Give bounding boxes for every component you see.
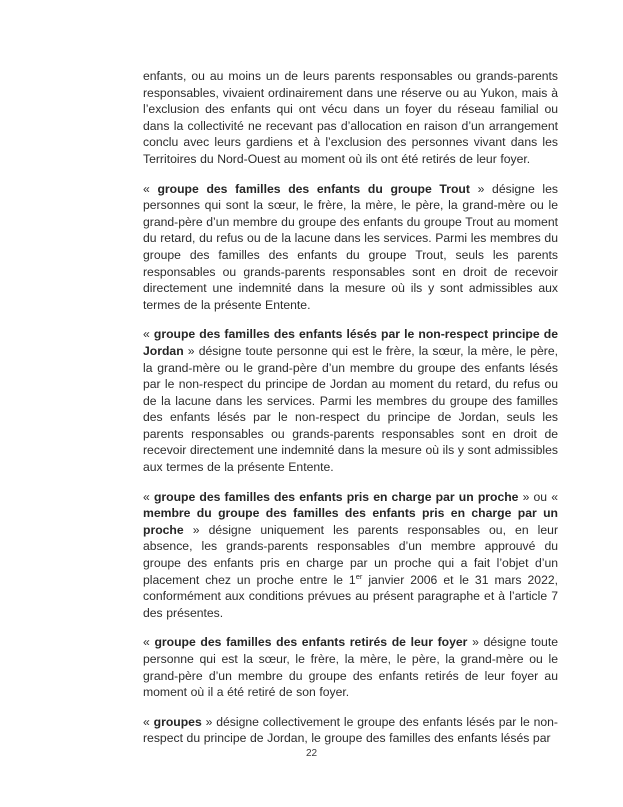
body-text: « [143,635,155,650]
defined-term: groupe des familles des enfants retirés de leur foyer [154,635,468,650]
body-text: » désigne collectivement le groupe des enfants lésés par le non-respect du principe de Jordan, le groupe des familles des enfants lésés par [143,714,558,746]
body-text: » désigne les personnes qui sont la sœur, le frère, la mère, le père, la grand-mère ou le grand-père d’un membre du groupe des enfants du groupe Trout au moment du retard, du refus ou de la lacune dans les services. Parmi les membres du groupe des familles des enfants du groupe Trout, seuls les parents responsables ou grands-parents responsables sont en droit de recevoir directement une indemnité dans la mesure où ils y sont admissibles aux termes de la présente Entente. [143,181,558,312]
body-text: » désigne uniquement les parents responsables ou, en leur absence, les grands-parents responsables d’un membre approuvé du groupe des enfants pris en charge par un proche qui a fait l’objet d’un placement chez un proche entre le 1 [143,522,558,587]
defined-term: membre du groupe des familles des enfants pris en charge par un proche [143,506,558,537]
paragraph-4 [143,489,558,622]
body-text: « [143,181,158,196]
page-number: 22 [305,748,318,759]
body-text: » ou « [518,489,559,504]
body-text: janvier 2006 et le 31 mars 2022, conformément aux conditions prévues au présent paragraphe et à l’article 7 des présentes. [143,572,559,620]
defined-term: groupe des familles des enfants pris en charge par un proche [153,489,519,504]
paragraph-1 [143,68,558,168]
paragraph-5 [143,634,558,700]
defined-term: groupe des familles des enfants lésés par le non-respect principe de Jordan [143,327,558,358]
paragraph-3 [143,326,558,475]
defined-term: groupes [153,714,202,729]
defined-term: groupe des familles des enfants du groupe Trout [157,181,470,196]
body-text: « [143,327,154,342]
body-text: » désigne toute personne qui est le frère, la sœur, la mère, le père, la grand-mère ou le grand-père d’un membre du groupe des enfants lésés par le non-respect du principe de Jordan au moment du retard, du refus ou de la lacune dans les services. Parmi les membres du groupe des familles des enfants lésés par le non-respect du principe de Jordan, seuls les parents responsables ou grands-parents responsables sont en droit de recevoir directement une indemnité dans la mesure où ils y sont admissibles aux termes de la présente Entente. [143,343,558,475]
paragraph-2 [143,181,558,314]
text-block [143,68,558,760]
body-text: » désigne toute personne qui est la sœur, le frère, la mère, le père, la grand-mère ou le grand-père d’un membre du groupe des enfants retirés de leur foyer au moment où il a été retiré de son foyer. [143,635,559,700]
body-text: « [143,714,154,729]
paragraph-6 [143,714,558,747]
body-text: enfants, ou au moins un de leurs parents responsables ou grands-parents responsables, vivaient ordinairement dans une réserve ou au Yukon, mais à l’exclusion des enfants qui ont vécu dans un foyer du réseau familial ou dans la collectivité ne recevant pas d’allocation en raison d’un arrangement conclu avec leurs gardiens et à l’exclusion des personnes vivant dans les Territoires du Nord-Ouest au moment où ils ont été retirés de leur foyer. [143,69,558,166]
body-text: « [143,489,154,504]
ordinal-superscript: er [355,571,363,581]
